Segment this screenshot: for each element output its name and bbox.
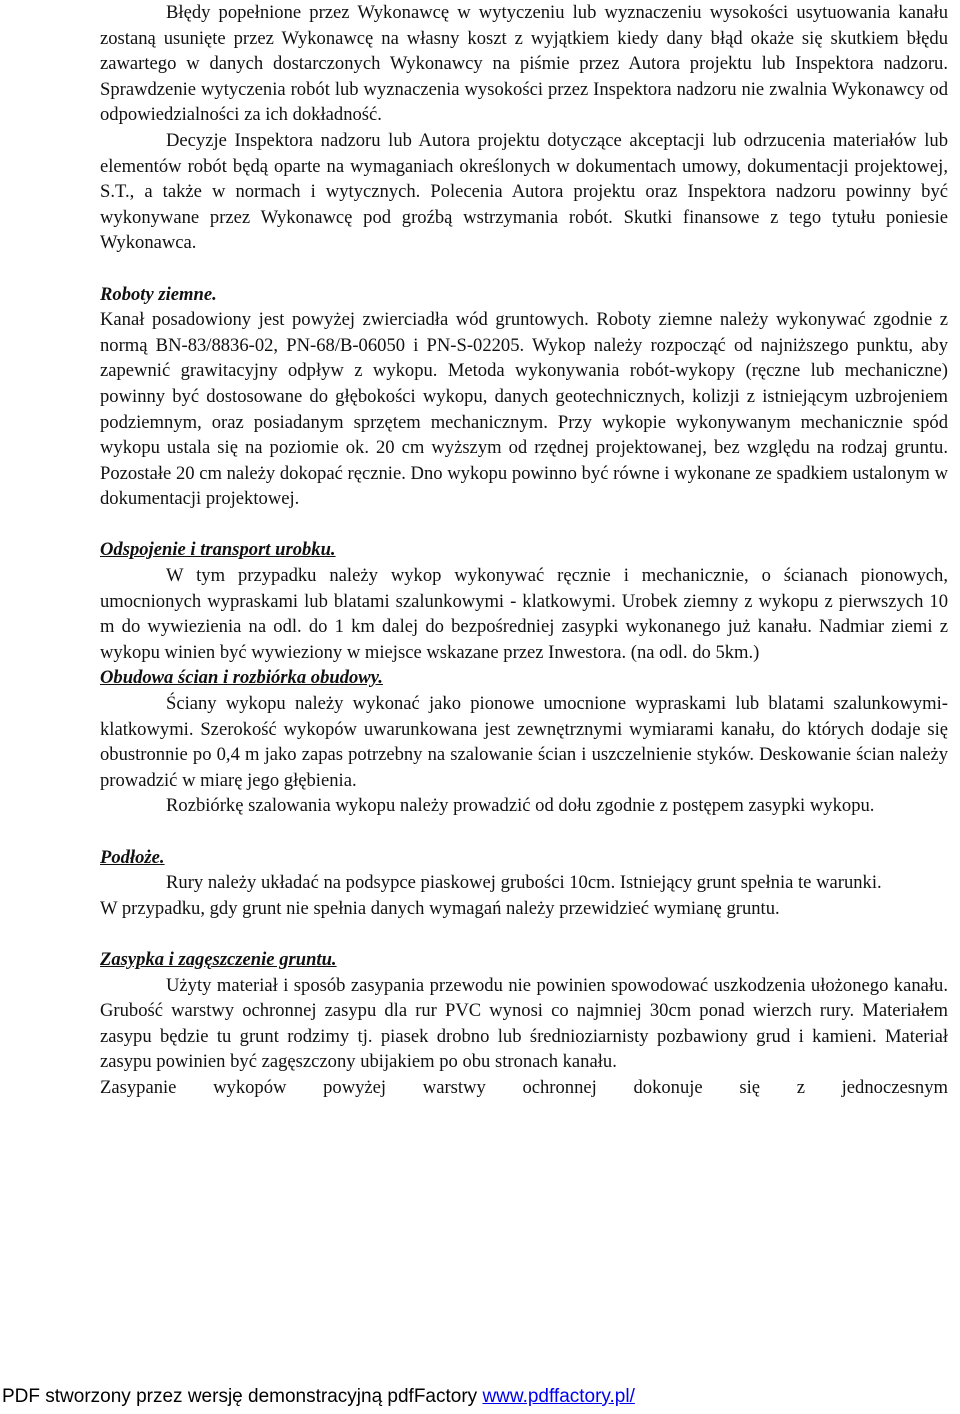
paragraph-errors: Błędy popełnione przez Wykonawcę w wytyczeniu lub wyznaczeniu wysokości usytuowania kanału zostaną usunięte przez Wykonawcę na własny koszt z wyjątkiem kiedy dany błąd okaże się skutkiem błędu zawartego w danych dostarczonych Wykonawcy na piśmie przez Autora projektu lub Inspektora nadzoru. Sprawdzenie wytyczenia robót lub wyznaczenia wysokości przez Inspektora nadzoru nie zwalnia Wykonawcy od odpowiedzialności za ich dokładność. (100, 2, 948, 126)
spacer (100, 819, 948, 845)
spacer (100, 512, 948, 538)
paragraph-excavation-transport: W tym przypadku należy wykop wykonywać ręcznie i mechanicznie, o ścianach pionowych, umocnionych wypraskami lub blatami szalunkowymi - klatkowymi. Urobek ziemny z wykopu z pierwszych 10 m do wywiezienia na odl. do 1 km dalej do bezpośredniej zasypki wykonanego już kanału. Nadmiar ziemi z wykopu winien być wywieziony w miejsce wskazane przez Inwestora. (na odl. do 5km.) (100, 565, 948, 663)
paragraph-dismantling: Rozbiórkę szalowania wykopu należy prowadzić od dołu zgodnie z postępem zasypki wykopu. (166, 795, 875, 817)
footer-text: PDF stworzony przez wersję demonstracyjną pdfFactory (2, 1386, 483, 1407)
pdf-footer (0, 1386, 960, 1414)
spacer (100, 921, 948, 947)
footer-link[interactable]: www.pdffactory.pl/ (482, 1386, 635, 1407)
paragraph-backfill-continued: Zasypanie wykopów powyżej warstwy ochronnej dokonuje się z jednoczesnym (100, 1076, 948, 1098)
heading-obudowa: Obudowa ścian i rozbiórka obudowy. (100, 667, 383, 689)
document-page (100, 0, 948, 1101)
paragraph-wall-shoring: Ściany wykopu należy wykonać jako pionowe umocnione wypraskami lub blatami szalunkowymi-klatkowymi. Szerokość wykopów uwarunkowana jest zewnętrznymi wymiarami kanału, do których dodaje się obustronnie po 0,4 m jako zapas potrzebny na szalowanie ścian i uszczelnienie styków. Deskowanie ścian należy prowadzić w miarę jego głębienia. (100, 693, 948, 791)
paragraph-soil-replacement: W przypadku, gdy grunt nie spełnia danych wymagań należy przewidzieć wymianę gruntu. (100, 897, 780, 919)
paragraph-bedding: Rury należy układać na podsypce piaskowej grubości 10cm. Istniejący grunt spełnia te warunki. (166, 872, 882, 894)
heading-zasypka: Zasypka i zagęszczenie gruntu. (100, 948, 337, 970)
paragraph-decisions: Decyzje Inspektora nadzoru lub Autora projektu dotyczące akceptacji lub odrzucenia materiałów lub elementów robót będą oparte na wymaganiach określonych w dokumentach umowy, dokumentacji projektowej, S.T., a także w normach i wytycznych. Polecenia Autora projektu oraz Inspektora nadzoru powinny być wykonywane przez Wykonawcę pod groźbą wstrzymania robót. Skutki finansowe z tego tytułu poniesie Wykonawca. (100, 129, 948, 254)
heading-roboty-ziemne: Roboty ziemne. (100, 283, 217, 305)
spacer (100, 256, 948, 282)
paragraph-earthworks: Kanał posadowiony jest powyżej zwierciadła wód gruntowych. Roboty ziemne należy wykonywać zgodnie z normą BN-83/8836-02, PN-68/B-06050 i PN-S-02205. Wykop należy rozpocząć od najniższego punktu, aby zapewnić grawitacyjny odpływ z wykopu. Metoda wykonywania robót-wykopy (ręczne lub mechaniczne) powinny być dostosowane do głębokości wykopu, danych geotechnicznych, kolizji z istniejącym uzbrojeniem podziemnym, oraz posiadanym sprzętem mechanicznym. Przy wykopie wykonywanym mechanicznie spód wykopu ustala się na poziomie ok. 20 cm wyższym od rzędnej projektowanej, bez względu na rodzaj gruntu. Pozostałe 20 cm należy dokopać ręcznie. Dno wykopu powinno być równe i wykonane ze spadkiem ustalonym w dokumentacji projektowej. (100, 309, 948, 510)
paragraph-backfill: Użyty materiał i sposób zasypania przewodu nie powinien spowodować uszkodzenia ułożonego kanału. Grubość warstwy ochronnej zasypu dla rur PVC wynosi co najmniej 30cm ponad wierzch rury. Materiałem zasypu będzie tu grunt rodzimy tj. piasek drobno lub średnioziarnisty pozbawiony grud i kamieni. Materiał zasypu powinien być zagęszczony ubijakiem po obu stronach kanału. (100, 974, 948, 1073)
heading-podloze: Podłoże. (100, 846, 165, 868)
heading-odspojenie: Odspojenie i transport urobku. (100, 539, 336, 561)
